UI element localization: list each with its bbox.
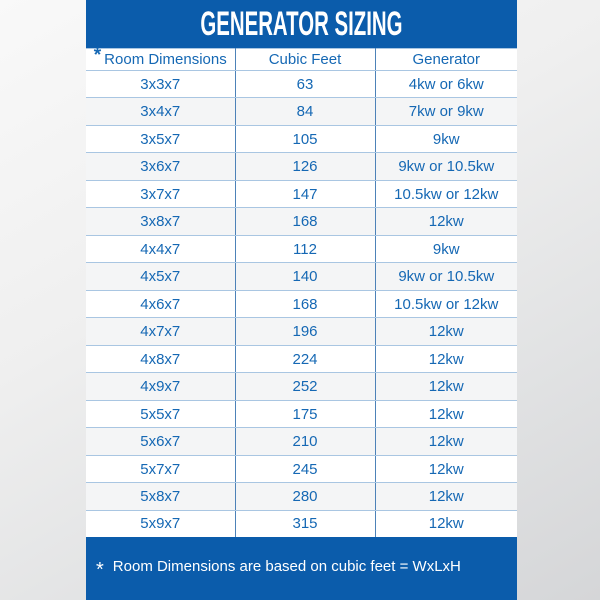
cubic-feet-cell: 84 (235, 98, 375, 125)
generator-cell: 4kw or 6kw (375, 71, 517, 98)
cubic-feet-cell: 126 (235, 153, 375, 180)
cubic-feet-cell: 224 (235, 345, 375, 372)
room-dimensions-cell: 5x8x7 (86, 483, 235, 510)
room-dimensions-cell: 5x6x7 (86, 428, 235, 455)
table-row (86, 180, 517, 207)
sizing-table (86, 45, 517, 537)
header-cubic-feet: Cubic Feet (235, 48, 375, 71)
cubic-feet-cell: 245 (235, 455, 375, 482)
generator-cell: 12kw (375, 400, 517, 427)
table-row (86, 263, 517, 290)
footnote: * Room Dimensions are based on cubic feet = WxLxH (96, 558, 461, 581)
generator-cell: 12kw (375, 428, 517, 455)
room-dimensions-cell: 5x7x7 (86, 455, 235, 482)
cubic-feet-cell: 112 (235, 235, 375, 262)
table-row (86, 455, 517, 482)
room-dimensions-cell: 3x4x7 (86, 98, 235, 125)
table-header (86, 45, 517, 71)
header-room-dimensions (86, 45, 235, 71)
room-dimensions-cell: 5x5x7 (86, 400, 235, 427)
generator-cell: 7kw or 9kw (375, 98, 517, 125)
cubic-feet-cell: 196 (235, 318, 375, 345)
room-dimensions-cell: 3x8x7 (86, 208, 235, 235)
table-row (86, 98, 517, 125)
generator-cell: 12kw (375, 455, 517, 482)
table-row (86, 71, 517, 98)
table-row (86, 400, 517, 427)
header-generator: Generator (375, 48, 517, 71)
generator-cell: 12kw (375, 318, 517, 345)
asterisk-icon: * (93, 45, 102, 66)
page-title: GENERATOR SIZING (200, 5, 403, 43)
cubic-feet-cell: 63 (235, 71, 375, 98)
cubic-feet-cell: 175 (235, 400, 375, 427)
table-row (86, 208, 517, 235)
cubic-feet-cell: 140 (235, 263, 375, 290)
room-dimensions-cell: 4x5x7 (86, 263, 235, 290)
generator-cell: 12kw (375, 373, 517, 400)
generator-cell: 12kw (428, 515, 464, 533)
header-room-dimensions-label: Room Dimensions (104, 51, 227, 68)
room-dimensions-cell: 3x3x7 (86, 71, 235, 98)
generator-cell: 9kw (375, 235, 517, 262)
room-dimensions-cell: 4x4x7 (86, 235, 235, 262)
generator-cell: 12kw (375, 208, 517, 235)
room-dimensions-cell: 4x8x7 (86, 345, 235, 372)
generator-cell: 9kw (375, 125, 517, 152)
generator-cell: 9kw or 10.5kw (375, 153, 517, 180)
room-dimensions-cell: 5x9x7 (86, 510, 235, 537)
cubic-feet-cell: 105 (235, 125, 375, 152)
table-row (86, 510, 517, 537)
footnote-text: Room Dimensions are based on cubic feet = WxLxH (112, 558, 461, 575)
generator-cell: 12kw (375, 345, 517, 372)
table-row (86, 153, 517, 180)
cubic-feet-cell: 315 (235, 510, 375, 537)
cubic-feet-cell: 280 (235, 483, 375, 510)
cubic-feet-cell: 168 (235, 208, 375, 235)
table-body (86, 71, 517, 538)
cubic-feet-cell: 252 (235, 373, 375, 400)
generator-cell: 9kw or 10.5kw (375, 263, 517, 290)
room-dimensions-cell: 3x7x7 (86, 180, 235, 207)
room-dimensions-cell: 3x5x7 (86, 125, 235, 152)
table-row (86, 428, 517, 455)
generator-cell: 10.5kw or 12kw (375, 180, 517, 207)
table-row (86, 345, 517, 372)
generator-cell: 12kw (375, 483, 517, 510)
table-row (86, 373, 517, 400)
generator-sizing-panel (86, 0, 517, 600)
room-dimensions-cell: 4x7x7 (86, 318, 235, 345)
table-row (86, 235, 517, 262)
room-dimensions-cell: 4x6x7 (86, 290, 235, 317)
header-row (86, 48, 517, 71)
generator-cell: 10.5kw or 12kw (375, 290, 517, 317)
sizing-table-area (86, 45, 517, 537)
table-row (86, 290, 517, 317)
cubic-feet-cell: 168 (235, 290, 375, 317)
room-dimensions-cell: 4x9x7 (86, 373, 235, 400)
table-row (86, 125, 517, 152)
cubic-feet-cell: 210 (235, 428, 375, 455)
table-row (86, 318, 517, 345)
title-band (86, 0, 517, 48)
table-row (86, 483, 517, 510)
room-dimensions-cell: 3x6x7 (86, 153, 235, 180)
cubic-feet-cell: 147 (235, 180, 375, 207)
